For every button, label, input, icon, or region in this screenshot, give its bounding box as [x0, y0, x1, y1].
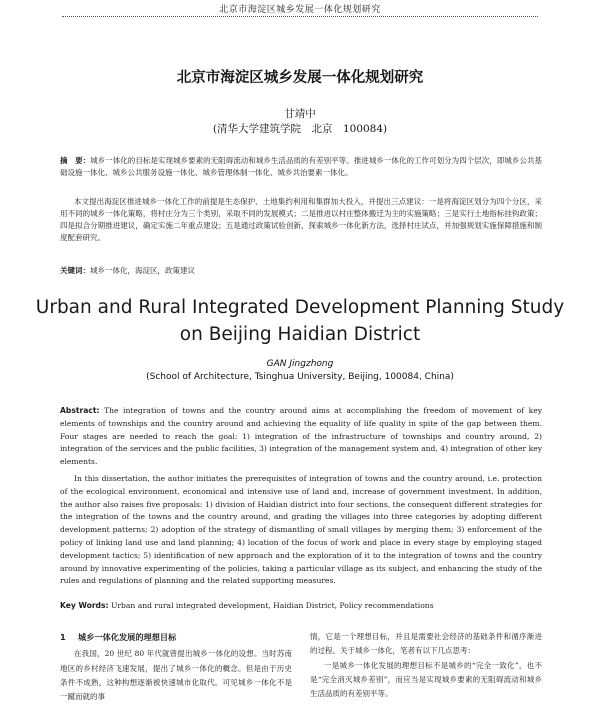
- english-abstract: [60, 405, 542, 469]
- english-author: GAN Jingzhong: [266, 359, 334, 369]
- chinese-keywords-label: 关键词：: [60, 266, 90, 275]
- chinese-title: 北京市海淀区城乡发展一体化规划研究: [176, 70, 424, 86]
- body-paragraph-continued: 情，它是一个理想目标，并且是需要社会经济的基础条件和循序渐进的过程。关于城乡一体化，笔者有以下几点思考：: [310, 632, 542, 656]
- english-keywords: [60, 600, 542, 613]
- english-title-line-1: Urban and Rural Integrated Development Planning Study: [35, 297, 565, 318]
- english-affiliation: (School of Architecture, Tsinghua University, Beijing, 100084, China): [146, 372, 454, 382]
- chinese-abstract-label: 摘 要：: [60, 156, 91, 165]
- chinese-affiliation: (清华大学建筑学院 北京 100084): [212, 123, 388, 135]
- section-number: 1: [60, 632, 66, 642]
- english-title: [0, 294, 600, 348]
- body-left-column: [60, 630, 292, 704]
- chinese-keywords: [60, 265, 542, 277]
- section-heading: [60, 630, 292, 644]
- english-keywords-text: Urban and rural integrated development, Haidian District, Policy recommendations: [110, 601, 434, 610]
- english-abstract-text: The integration of towns and the country around aims at accomplishing the freedom of movement of key elements of townships and the country around and achieving the equality of life quality in spite of the gap between them. Four stages are needed to reach the goal: 1) integration of the infrastructure of townships and country around, 2) integration of the services and the public facilities, 3) integration of the management system and, 4) integration of other key elements.: [60, 406, 542, 467]
- chinese-abstract: [60, 155, 542, 179]
- body-paragraph-2: 一是城乡一体化发展的理想目标不是城乡的“完全一致化”，也不是“完全消灭城乡差别”，而应当是实现城乡要素的无阻碍流动和城乡生活品质的有差别平等。: [310, 660, 542, 699]
- running-head: 北京市海淀区城乡发展一体化规划研究: [219, 5, 381, 15]
- english-keywords-label: Key Words:: [60, 601, 109, 610]
- body-right-column: [310, 630, 542, 701]
- english-abstract-label: Abstract:: [60, 406, 100, 415]
- english-title-line-2: on Beijing Haidian District: [179, 324, 421, 345]
- chinese-abstract-text: 城乡一体化的目标是实现城乡要素的无阻碍流动和城乡生活品质的有差别平等。推进城乡一体化的工作可划分为四个层次，即城乡公共基础设施一体化、城乡公共服务设施一体化、城乡管理体制一体化、城乡共治要素一体化。: [60, 156, 543, 177]
- chinese-abstract-paragraph-2: 本文提出海淀区推进城乡一体化工作的前提是生态保护、土地集约利用和集群加大投入，并提出三点建议：一是将海淀区划分为四个分区，采用不同的城乡一体化策略，将村庄分为三个类别，采取不同的发展模式；二是推进以村庄整体搬迁为主的实施策略；三是实行土地指标挂钩政策；四是拟合分期推进建议，确定实施二年重点建设；五是通过政策试验创新，探索城乡一体化新方法，选择村庄试点，并加强规划实施保障措施和制度配套研究。: [60, 197, 542, 242]
- english-abstract-paragraph-2: In this dissertation, the author initiates the prerequisites of integration of towns and the country around, i.e. protection of the ecological environment, economical and intensive use of land and, increase of government investment. In addition, the author also raises five proposals: 1) division of Haidian district into four sections, the consequent different strategies for the integration of the towns and the country around, and grading the villages into three categories by adopting different development patterns; 2) adoption of the strategy of dismantling of small villages by merging them; 3) enforcement of the policy of linking land use and land planning; 4) location of the focus of work and place in every stage by employing staged development tactics; 5) identification of new approach and the exploration of it to the integration of towns and the country around by innovative experimenting of the policies, taking a particular village as its subject, and enhancing the study of the rules and regulations of planning and the related supporting measures.: [60, 474, 542, 586]
- body-paragraph: 在我国，20 世纪 80 年代就曾提出城乡一体化的设想。当时苏南地区的乡村经济飞速发展，提出了城乡一体化的概念。但是由于历史条件不成熟，这种构想逐渐被快速城市化取代。可见城乡一体化不是一蹴而就的事: [60, 649, 292, 702]
- chinese-keywords-text: 城乡一体化，海淀区，政策建议: [90, 266, 195, 275]
- section-title: 城乡一体化发展的理想目标: [78, 632, 177, 642]
- chinese-author: 甘靖中: [284, 108, 316, 120]
- header-rule: [62, 16, 538, 17]
